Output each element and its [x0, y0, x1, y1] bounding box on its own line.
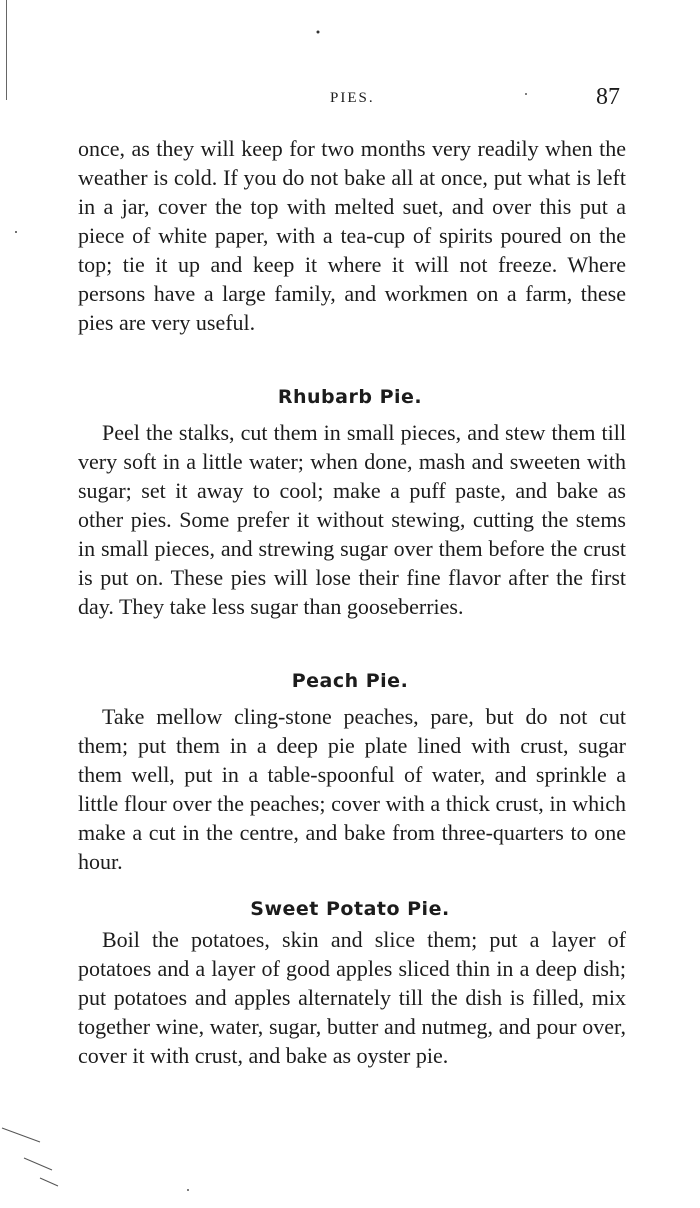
recipe-text-sweet-potato: Boil the potatoes, skin and slice them; put a layer of potatoes and a layer of good apples sliced thin in a deep dish; put potatoes and apples alternately till the dish is filled, mix together wine, water, sugar, butter and nutmeg, and pour over, cover it with crust, and bake as oyster pie. — [78, 927, 626, 1068]
recipe-text-rhubarb: Peel the stalks, cut them in small pieces, and stew them till very soft in a little water; when done, mash and sweeten with sugar; set it away to cool; make a puff paste, and bake as other pies. Some prefer it without stewing, cutting the stems in small pieces, and strewing sugar over them before the crust is put on. These pies will lose their fine flavor after the first day. They take less sugar than gooseberries. — [78, 420, 626, 619]
running-head: PIES. — [330, 90, 375, 106]
intro-paragraph: once, as they will keep for two months very readily when the weather is cold. If you do not bake all at once, put what is left in a jar, cover the top with melted suet, and over this put a piece of white paper, with a tea-cup of spirits poured on the top; tie it up and keep it where it will not freeze. Where persons have a large family, and workmen on a farm, these pies are very useful. — [78, 136, 626, 335]
recipe-title-rhubarb: Rhubarb Pie. — [277, 386, 423, 408]
page-number: 87 — [596, 84, 620, 110]
recipe-title-sweet-potato: Sweet Potato Pie. — [250, 898, 450, 920]
recipe-text-peach: Take mellow cling-stone peaches, pare, but do not cut them; put them in a deep pie plate lined with crust, sugar them well, put in a table-spoonful of water, and sprinkle a little flour over the peaches; cover with a thick crust, in which make a cut in the centre, and bake from three-quarters to one hour. — [78, 704, 626, 874]
recipe-title-peach: Peach Pie. — [291, 670, 409, 692]
